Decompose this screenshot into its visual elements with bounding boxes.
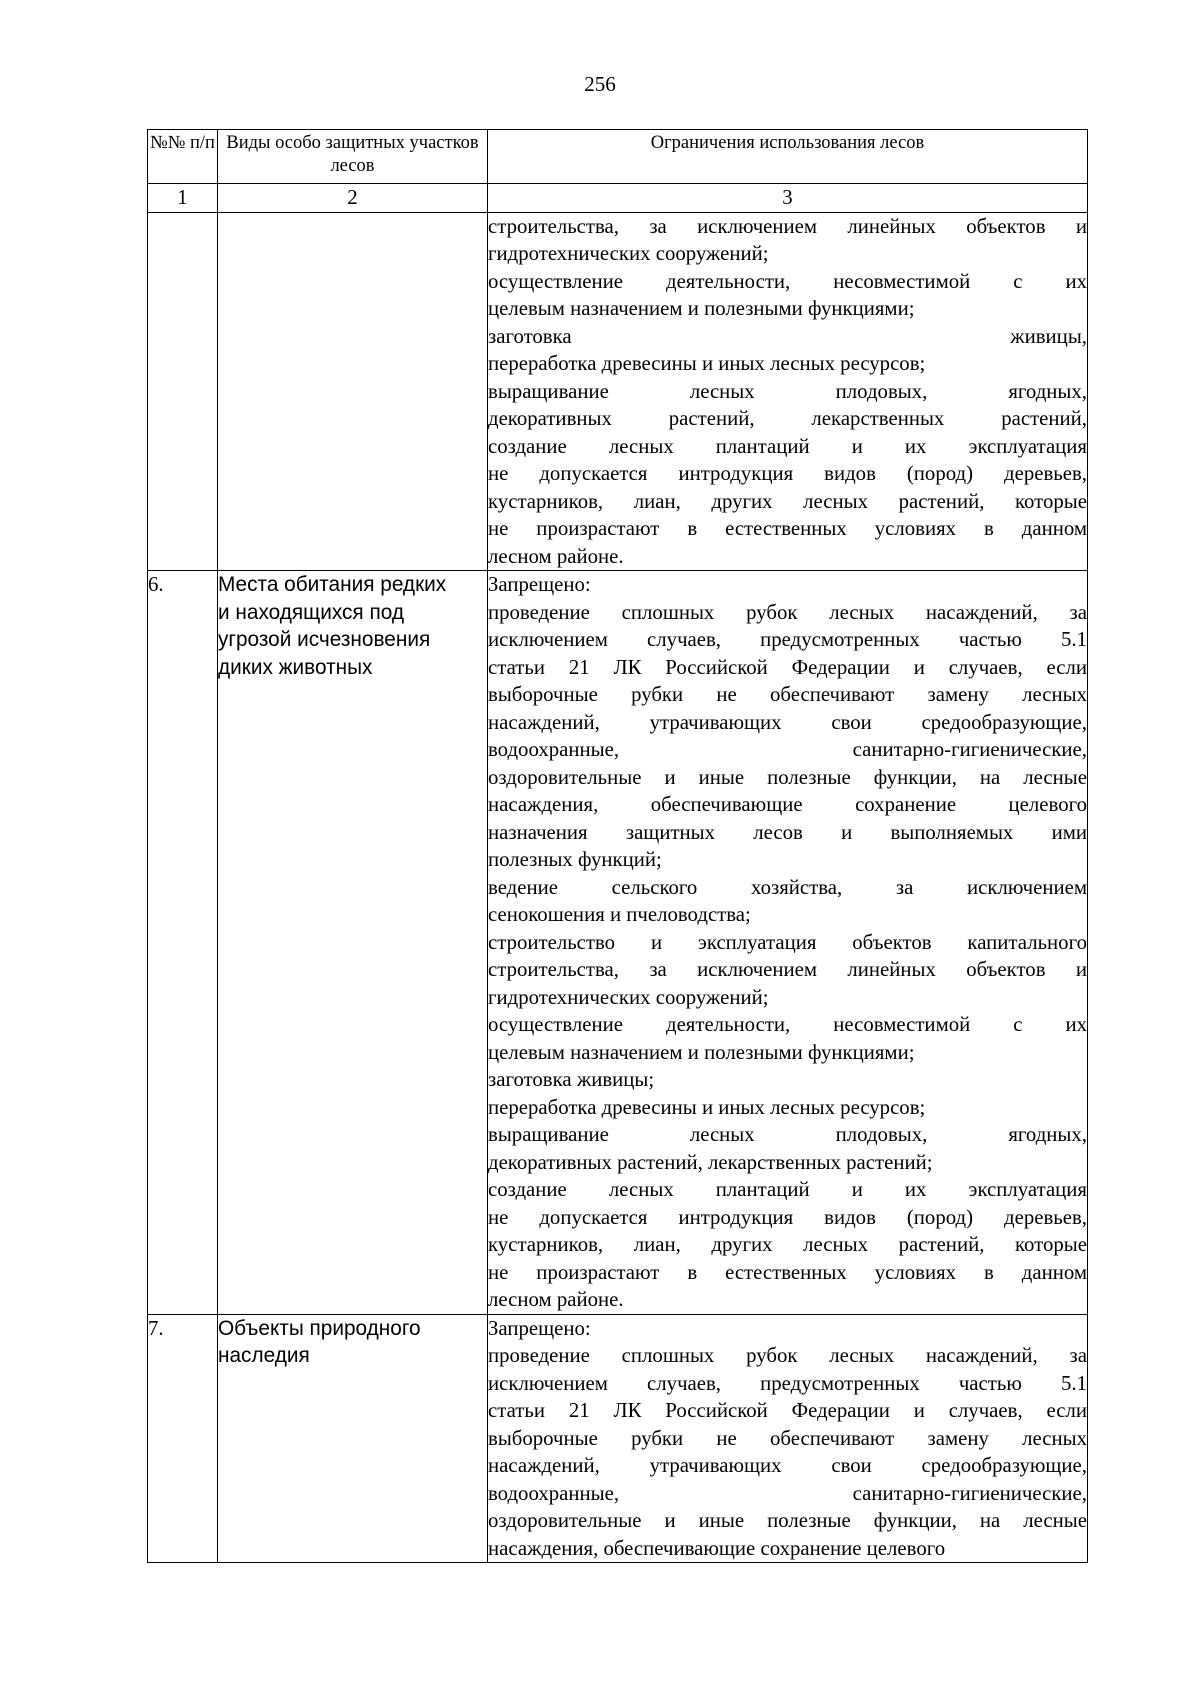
restriction-line: выращивание лесных плодовых, ягодных,	[488, 1123, 1087, 1146]
restrictions-cell	[488, 1314, 1088, 1563]
restriction-line: строительства, за исключением линейных объектов и	[488, 958, 1087, 981]
column-numbers-row	[148, 184, 1088, 213]
restriction-line: гидротехнических сооружений;	[488, 242, 769, 265]
row-number-cell	[148, 212, 218, 571]
restriction-line: заготовка живицы;	[488, 1068, 655, 1091]
restriction-line: не произрастают в естественных условиях в данном	[488, 1260, 1087, 1284]
restriction-line: кустарников, лиан, других лесных растений, которые	[488, 1233, 1087, 1256]
restriction-line: лесном районе.	[488, 544, 624, 568]
restriction-line: заготовка живицы,	[488, 324, 1087, 348]
restriction-line: лесном районе.	[488, 1288, 624, 1311]
forest-restrictions-table	[147, 129, 1088, 1563]
restriction-line: исключением случаев, предусмотренных частью 5.1	[488, 1371, 1087, 1395]
restriction-line: выборочные рубки не обеспечивают замену лесных	[488, 683, 1087, 706]
row-number: 6.	[148, 571, 218, 1315]
column-number: 2	[218, 184, 488, 213]
restriction-line: Запрещено:	[488, 1316, 591, 1340]
restriction-line: выращивание лесных плодовых, ягодных,	[488, 379, 1087, 403]
restriction-line: насаждений, утрачивающих свои средообразующие,	[488, 710, 1087, 734]
kind-line: и находящихся под	[218, 600, 404, 624]
restriction-line: переработка древесины и иных лесных ресурсов;	[488, 1095, 926, 1119]
restriction-line: декоративных растений, лекарственных растений;	[488, 1150, 933, 1174]
kind-line: Места обитания редких	[218, 573, 447, 596]
restriction-line: сенокошения и пчеловодства;	[488, 903, 751, 926]
row-kind	[218, 571, 488, 1315]
kind-line: Объекты природного	[218, 1316, 421, 1340]
restrictions-cell	[488, 212, 1088, 571]
restriction-line: статьи 21 ЛК Российской Федерации и случаев, если	[488, 655, 1087, 679]
restriction-line: Запрещено:	[488, 573, 591, 596]
restriction-line: полезных функций;	[488, 848, 662, 871]
header-restrictions: Ограничения использования лесов	[488, 130, 1088, 184]
restriction-line: назначения защитных лесов и выполняемых ими	[488, 820, 1087, 844]
restriction-line: исключением случаев, предусмотренных частью 5.1	[488, 628, 1087, 651]
restriction-line: переработка древесины и иных лесных ресурсов;	[488, 352, 926, 375]
table-header-row	[148, 130, 1088, 184]
restriction-line: статьи 21 ЛК Российской Федерации и случаев, если	[488, 1399, 1087, 1422]
restriction-line: выборочные рубки не обеспечивают замену лесных	[488, 1426, 1087, 1450]
restriction-line: не допускается интродукция видов (пород) деревьев,	[488, 1205, 1087, 1229]
column-number: 3	[488, 184, 1088, 213]
restriction-line: ведение сельского хозяйства, за исключением	[488, 875, 1087, 899]
row-kind	[218, 1314, 488, 1563]
restriction-line: создание лесных плантаций и их эксплуатация	[488, 434, 1087, 458]
restriction-line: создание лесных плантаций и их эксплуатация	[488, 1178, 1087, 1201]
kind-line: диких животных	[218, 655, 373, 679]
restriction-line: гидротехнических сооружений;	[488, 985, 769, 1009]
restriction-line: не произрастают в естественных условиях в данном	[488, 517, 1087, 540]
restriction-line: насаждения, обеспечивающие сохранение целевого	[488, 793, 1087, 816]
restriction-line: насаждений, утрачивающих свои средообразующие,	[488, 1454, 1087, 1477]
restriction-line: целевым назначением и полезными функциями;	[488, 1040, 915, 1064]
restriction-line: проведение сплошных рубок лесных насаждений, за	[488, 600, 1087, 624]
kind-line: угрозой исчезновения	[218, 628, 431, 651]
restriction-line: оздоровительные и иные полезные функции, на лесные	[488, 1509, 1087, 1532]
restriction-line: осуществление деятельности, несовместимой с их	[488, 269, 1087, 293]
restriction-line: целевым назначением и полезными функциями;	[488, 297, 915, 320]
table-row-6	[148, 571, 1088, 1315]
restriction-line: проведение сплошных рубок лесных насаждений, за	[488, 1344, 1087, 1367]
table-row-continued	[148, 212, 1088, 571]
kind-line: наследия	[218, 1344, 310, 1367]
restriction-line: водоохранные, санитарно-гигиенические,	[488, 1481, 1087, 1505]
restriction-line: осуществление деятельности, несовместимой с их	[488, 1013, 1087, 1036]
restriction-line: водоохранные, санитарно-гигиенические,	[488, 738, 1087, 761]
row-number: 7.	[148, 1314, 218, 1563]
restrictions-cell	[488, 571, 1088, 1315]
table-row-7	[148, 1314, 1088, 1563]
row-kind-cell	[218, 212, 488, 571]
restriction-line: насаждения, обеспечивающие сохранение целевого	[488, 1536, 946, 1560]
column-number: 1	[148, 184, 218, 213]
restriction-line: декоративных растений, лекарственных растений,	[488, 407, 1087, 430]
page-number: 256	[584, 72, 616, 96]
header-number: №№ п/п	[148, 130, 218, 184]
restriction-line: оздоровительные и иные полезные функции, на лесные	[488, 765, 1087, 789]
restriction-line: строительство и эксплуатация объектов капитального	[488, 930, 1087, 954]
restriction-line: не допускается интродукция видов (пород) деревьев,	[488, 462, 1087, 485]
header-kind: Виды особо защитных участков лесов	[218, 130, 488, 184]
restriction-line: строительства, за исключением линейных объектов и	[488, 214, 1087, 238]
restriction-line: кустарников, лиан, других лесных растений, которые	[488, 489, 1087, 513]
